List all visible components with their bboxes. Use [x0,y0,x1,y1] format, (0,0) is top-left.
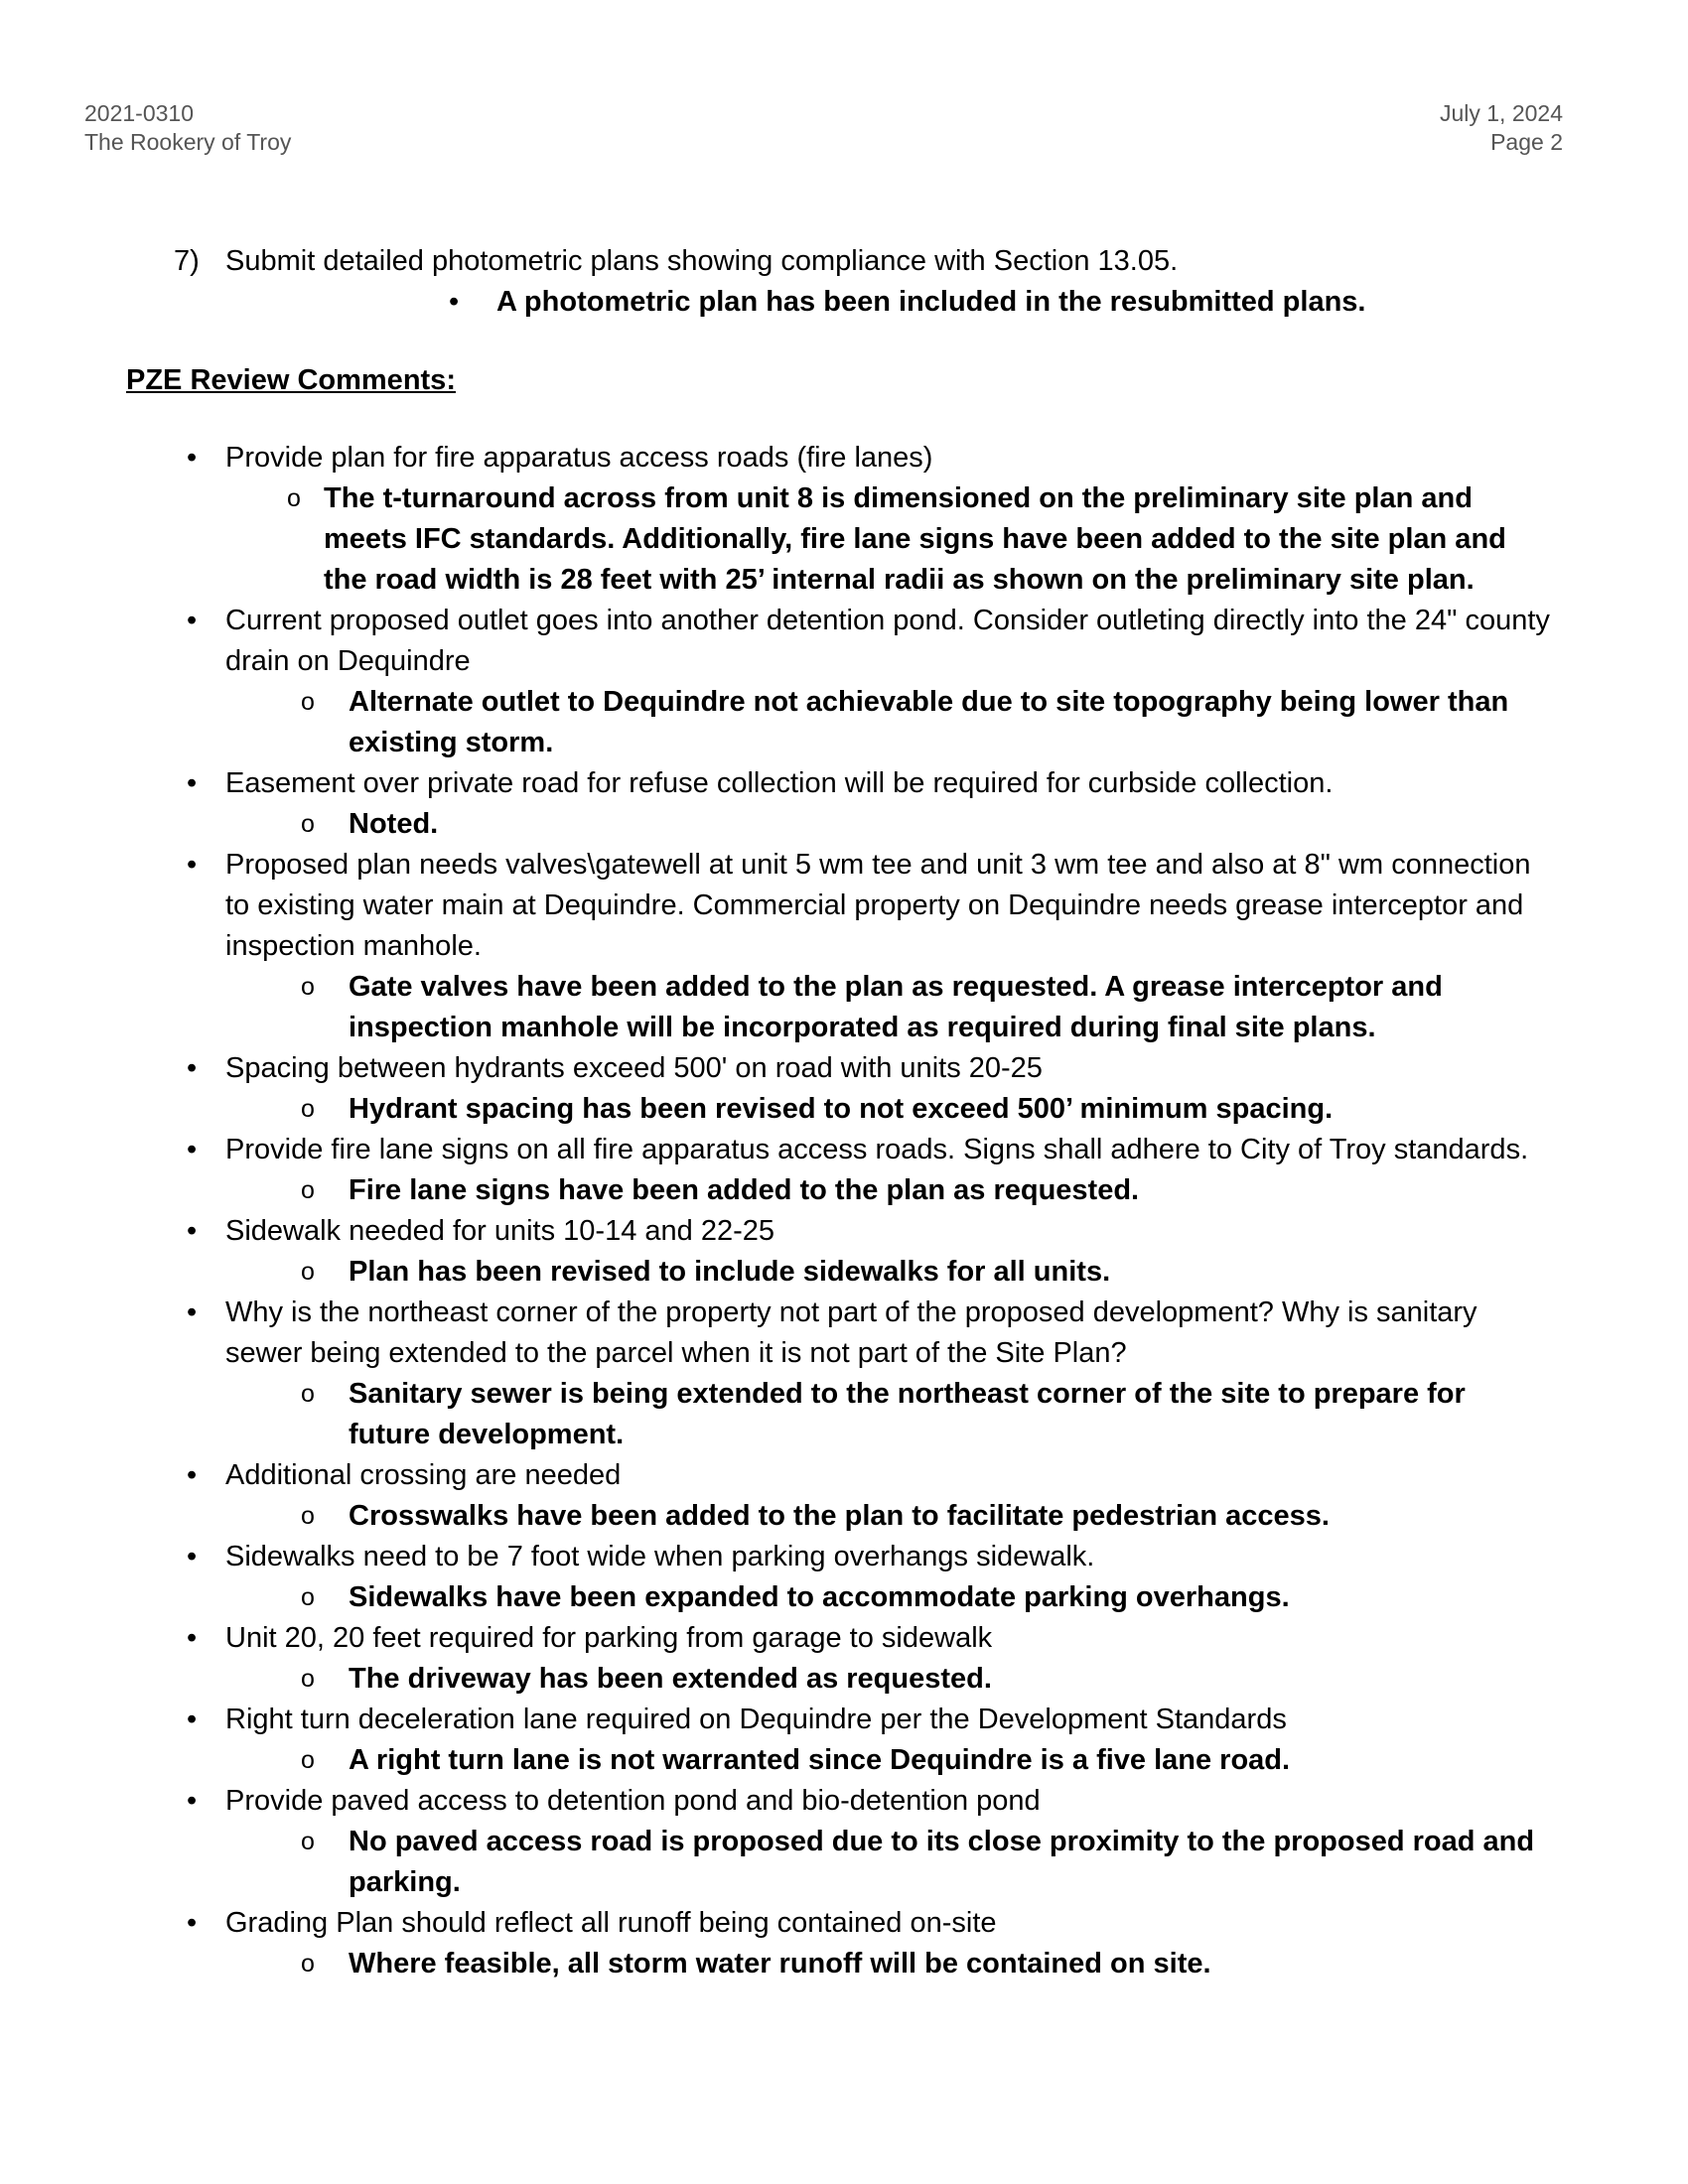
bullet-circle-icon: o [287,484,301,512]
bullet-dot-icon: • [187,1052,198,1084]
bullet-circle-icon: o [301,1950,315,1978]
bullet-dot-icon: • [187,1215,198,1247]
bullet-circle-icon: o [301,1828,315,1855]
response-text: Gate valves have been added to the plan as requested. A grease interceptor and inspection manhole will be incorporated as required during final site plans. [349,971,1443,1043]
comment-text: Provide plan for fire apparatus access roads (fire lanes) [225,442,933,474]
comment-item [0,1211,1688,1293]
bullet-dot-icon: • [187,442,198,474]
response-text: Hydrant spacing has been revised to not exceed 500’ minimum spacing. [349,1093,1334,1125]
comment-item [0,763,1688,845]
comment-text: Spacing between hydrants exceed 500' on road with units 20-25 [225,1052,1043,1084]
comment-item [0,1903,1688,1984]
response-text: Fire lane signs have been added to the plan as requested. [349,1174,1140,1206]
bullet-dot-icon: • [449,286,460,318]
document-date: July 1, 2024 [1439,100,1563,126]
header-left [84,99,291,157]
response-text: Sanitary sewer is being extended to the northeast corner of the site to prepare for future development. [349,1378,1466,1450]
bullet-circle-icon: o [301,1583,315,1611]
project-number: 2021-0310 [84,100,194,126]
comment-item [0,1537,1688,1618]
bullet-dot-icon: • [187,767,198,799]
response-text: Alternate outlet to Dequindre not achievable due to site topography being lower than existing storm. [349,686,1509,758]
response-text: Crosswalks have been added to the plan to facilitate pedestrian access. [349,1500,1330,1532]
section-title: PZE Review Comments: [126,364,456,396]
page-number: Page 2 [1490,129,1563,155]
bullet-dot-icon: • [187,1622,198,1654]
comment-text: Easement over private road for refuse collection will be required for curbside collection. [225,767,1334,799]
item-text: Submit detailed photometric plans showing compliance with Section 13.05. [225,245,1179,277]
project-name: The Rookery of Troy [84,129,292,155]
comment-item [0,1130,1688,1211]
bullet-circle-icon: o [301,1502,315,1530]
bullet-dot-icon: • [187,605,198,636]
comment-text: Why is the northeast corner of the property not part of the proposed development? Why is sanitary sewer being extended to the parcel when it is not part of the Site Plan? [225,1297,1477,1369]
comment-text: Right turn deceleration lane required on Dequindre per the Development Standards [225,1704,1287,1735]
comment-item [0,1455,1688,1537]
comment-text: Additional crossing are needed [225,1459,622,1491]
comment-text: Provide paved access to detention pond and bio-detention pond [225,1785,1041,1817]
header-right [1291,99,1563,157]
bullet-circle-icon: o [301,1665,315,1693]
bullet-circle-icon: o [301,810,315,838]
response-text: Plan has been revised to include sidewalks for all units. [349,1256,1111,1288]
bullet-dot-icon: • [187,1134,198,1165]
response-text: A right turn lane is not warranted since Dequindre is a five lane road. [349,1744,1291,1776]
bullet-dot-icon: • [187,849,198,881]
bullet-circle-icon: o [301,1380,315,1408]
response-text: The driveway has been extended as requested. [349,1663,992,1695]
bullet-dot-icon: • [187,1785,198,1817]
comment-item [0,1781,1688,1903]
bullet-dot-icon: • [187,1459,198,1491]
comment-text: Sidewalk needed for units 10-14 and 22-25 [225,1215,774,1247]
response-text: The t-turnaround across from unit 8 is dimensioned on the preliminary site plan and meets IFC standards. Additionally, fire lane signs have been added to the site plan and the road width is 28 feet with 25’ internal radii as shown on the preliminary site plan. [324,482,1506,596]
response-text: No paved access road is proposed due to its close proximity to the proposed road and parking. [349,1826,1535,1898]
bullet-circle-icon: o [301,688,315,716]
bullet-circle-icon: o [301,973,315,1001]
comment-item [0,438,1688,601]
bullet-dot-icon: • [187,1704,198,1735]
bullet-circle-icon: o [301,1258,315,1286]
bullet-circle-icon: o [301,1095,315,1123]
comment-item [0,601,1688,763]
bullet-dot-icon: • [187,1541,198,1572]
comment-text: Grading Plan should reflect all runoff being contained on-site [225,1907,997,1939]
response-text: Sidewalks have been expanded to accommodate parking overhangs. [349,1581,1290,1613]
item-number: 7) [174,245,200,277]
response-text: Noted. [349,808,439,840]
bullet-dot-icon: • [187,1907,198,1939]
comment-item [0,1048,1688,1130]
comment-text: Sidewalks need to be 7 foot wide when parking overhangs sidewalk. [225,1541,1095,1572]
comment-text: Provide fire lane signs on all fire apparatus access roads. Signs shall adhere to City of Troy standards. [225,1134,1529,1165]
comment-item [0,845,1688,1048]
comment-item [0,1700,1688,1781]
bullet-circle-icon: o [301,1176,315,1204]
bullet-dot-icon: • [187,1297,198,1328]
item-response-text: A photometric plan has been included in the resubmitted plans. [496,286,1366,318]
comment-text: Unit 20, 20 feet required for parking from garage to sidewalk [225,1622,993,1654]
comment-item [0,1618,1688,1700]
bullet-circle-icon: o [301,1746,315,1774]
comment-text: Proposed plan needs valves\gatewell at unit 5 wm tee and unit 3 wm tee and also at 8" wm connection to existing water main at Dequindre. Commercial property on Dequindre needs grease interceptor and inspection manhole. [225,849,1531,962]
response-text: Where feasible, all storm water runoff will be contained on site. [349,1948,1211,1979]
comment-item [0,1293,1688,1455]
review-comments-list [0,438,1688,1984]
comment-text: Current proposed outlet goes into another detention pond. Consider outleting directly into the 24" county drain on Dequindre [225,605,1550,677]
